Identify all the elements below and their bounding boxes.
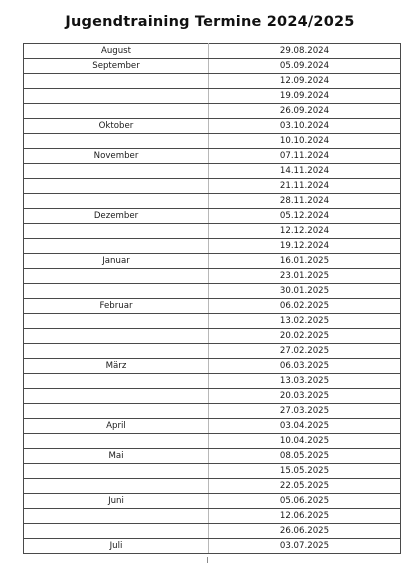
table-row — [24, 134, 401, 149]
table-row — [24, 509, 401, 524]
table-row — [24, 104, 401, 119]
date-cell: 05.09.2024 — [209, 59, 401, 74]
month-cell — [24, 404, 209, 419]
table-row — [24, 164, 401, 179]
table-row — [24, 539, 401, 554]
month-cell — [24, 524, 209, 539]
month-cell — [24, 434, 209, 449]
date-cell: 28.11.2024 — [209, 194, 401, 209]
table-row — [24, 74, 401, 89]
table-row — [24, 374, 401, 389]
table-row — [24, 299, 401, 314]
month-cell: Februar — [24, 299, 209, 314]
date-cell: 13.02.2025 — [209, 314, 401, 329]
date-cell: 20.02.2025 — [209, 329, 401, 344]
date-cell: 07.11.2024 — [209, 149, 401, 164]
month-cell: November — [24, 149, 209, 164]
month-cell: Dezember — [24, 209, 209, 224]
training-schedule-table — [23, 43, 401, 554]
date-cell: 27.02.2025 — [209, 344, 401, 359]
table-row — [24, 269, 401, 284]
month-cell — [24, 314, 209, 329]
date-cell: 16.01.2025 — [209, 254, 401, 269]
date-cell: 19.09.2024 — [209, 89, 401, 104]
table-row — [24, 89, 401, 104]
date-cell: 29.08.2024 — [209, 44, 401, 59]
date-cell: 08.05.2025 — [209, 449, 401, 464]
table-row — [24, 314, 401, 329]
month-cell — [24, 164, 209, 179]
table-row — [24, 344, 401, 359]
date-cell: 26.09.2024 — [209, 104, 401, 119]
month-cell: März — [24, 359, 209, 374]
month-cell — [24, 134, 209, 149]
table-row — [24, 464, 401, 479]
date-cell: 10.10.2024 — [209, 134, 401, 149]
month-cell — [24, 269, 209, 284]
date-cell: 30.01.2025 — [209, 284, 401, 299]
date-cell: 03.07.2025 — [209, 539, 401, 554]
table-row — [24, 284, 401, 299]
date-cell: 12.09.2024 — [209, 74, 401, 89]
table-row — [24, 329, 401, 344]
document-title: Jugendtraining Termine 2024/2025 — [65, 14, 355, 30]
month-cell: September — [24, 59, 209, 74]
table-row — [24, 224, 401, 239]
month-cell — [24, 179, 209, 194]
month-cell — [24, 74, 209, 89]
month-cell — [24, 509, 209, 524]
date-cell: 15.05.2025 — [209, 464, 401, 479]
date-cell: 03.10.2024 — [209, 119, 401, 134]
month-cell: Mai — [24, 449, 209, 464]
month-cell: August — [24, 44, 209, 59]
date-cell: 21.11.2024 — [209, 179, 401, 194]
month-cell — [24, 329, 209, 344]
date-cell: 05.06.2025 — [209, 494, 401, 509]
date-cell: 06.03.2025 — [209, 359, 401, 374]
month-cell: Juli — [24, 539, 209, 554]
table-row — [24, 524, 401, 539]
month-cell — [24, 374, 209, 389]
table-row — [24, 434, 401, 449]
date-cell: 12.12.2024 — [209, 224, 401, 239]
date-cell: 19.12.2024 — [209, 239, 401, 254]
month-cell — [24, 194, 209, 209]
table-row — [24, 359, 401, 374]
date-cell: 20.03.2025 — [209, 389, 401, 404]
table-row — [24, 179, 401, 194]
table-row — [24, 419, 401, 434]
date-cell: 12.06.2025 — [209, 509, 401, 524]
month-cell — [24, 104, 209, 119]
month-cell — [24, 239, 209, 254]
date-cell: 05.12.2024 — [209, 209, 401, 224]
date-cell: 06.02.2025 — [209, 299, 401, 314]
table-row — [24, 239, 401, 254]
table-row — [24, 209, 401, 224]
month-cell: Juni — [24, 494, 209, 509]
date-cell: 14.11.2024 — [209, 164, 401, 179]
table-row — [24, 449, 401, 464]
date-cell: 10.04.2025 — [209, 434, 401, 449]
month-cell: April — [24, 419, 209, 434]
month-cell — [24, 89, 209, 104]
date-cell: 27.03.2025 — [209, 404, 401, 419]
date-cell: 03.04.2025 — [209, 419, 401, 434]
table-row — [24, 494, 401, 509]
month-cell: Oktober — [24, 119, 209, 134]
date-cell: 23.01.2025 — [209, 269, 401, 284]
table-row — [24, 119, 401, 134]
table-row — [24, 194, 401, 209]
table-row — [24, 479, 401, 494]
month-cell — [24, 389, 209, 404]
table-row — [24, 149, 401, 164]
schedule-table-body — [24, 44, 401, 554]
column-divider-tail — [207, 557, 208, 563]
month-cell — [24, 464, 209, 479]
month-cell — [24, 344, 209, 359]
table-row — [24, 254, 401, 269]
date-cell: 13.03.2025 — [209, 374, 401, 389]
month-cell — [24, 284, 209, 299]
month-cell — [24, 479, 209, 494]
table-row — [24, 59, 401, 74]
date-cell: 22.05.2025 — [209, 479, 401, 494]
date-cell: 26.06.2025 — [209, 524, 401, 539]
month-cell — [24, 224, 209, 239]
table-row — [24, 44, 401, 59]
table-row — [24, 389, 401, 404]
table-row — [24, 404, 401, 419]
month-cell: Januar — [24, 254, 209, 269]
